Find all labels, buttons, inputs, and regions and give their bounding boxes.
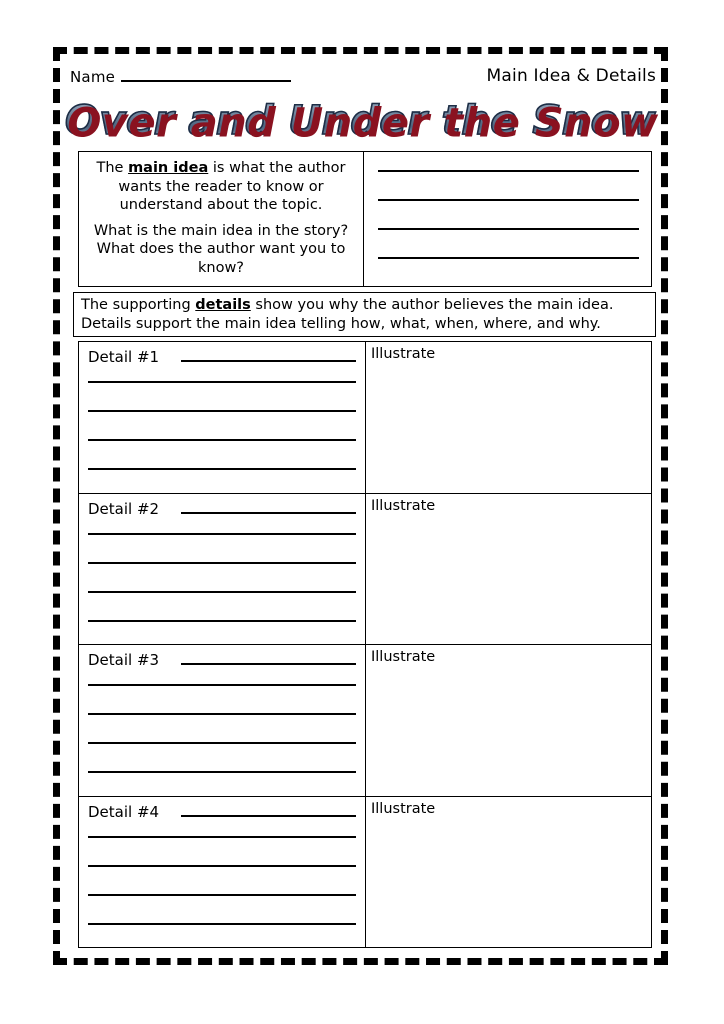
main-idea-answer-line[interactable] bbox=[378, 170, 639, 172]
main-idea-answer-line[interactable] bbox=[378, 257, 639, 259]
main-idea-answer-line[interactable] bbox=[378, 199, 639, 201]
name-input-blank[interactable] bbox=[121, 66, 291, 82]
detail-writing-line[interactable] bbox=[88, 439, 356, 441]
illustrate-cell[interactable] bbox=[366, 342, 651, 493]
book-title-text: Over and Under the Snow bbox=[64, 98, 657, 144]
worksheet-type-label: Main Idea & Details bbox=[486, 66, 656, 86]
illustrate-label: Illustrate bbox=[371, 497, 436, 514]
name-label: Name bbox=[70, 68, 116, 86]
illustrate-cell[interactable] bbox=[366, 645, 651, 796]
detail-writing-line[interactable] bbox=[88, 468, 356, 470]
detail-writing-line[interactable] bbox=[88, 713, 356, 715]
details-instruction-line-1 bbox=[81, 296, 649, 315]
detail-writing-line[interactable] bbox=[88, 836, 356, 838]
detail-writing-line[interactable] bbox=[88, 381, 356, 383]
detail-writing-line[interactable] bbox=[88, 620, 356, 622]
main-idea-answer-area bbox=[364, 152, 651, 286]
prompt1-before: The bbox=[96, 160, 129, 176]
detail-writing-line[interactable] bbox=[88, 533, 356, 535]
detail-writing-lines bbox=[88, 836, 356, 925]
details-line1-before: The supporting bbox=[81, 297, 196, 313]
name-field-group bbox=[70, 66, 291, 86]
detail-blank-input[interactable] bbox=[181, 349, 356, 362]
detail-entry-cell bbox=[79, 342, 366, 493]
details-instruction-line-2: Details support the main idea telling how, what, when, where, and why. bbox=[81, 316, 601, 332]
detail-writing-lines bbox=[88, 533, 356, 622]
detail-blank-input[interactable] bbox=[181, 501, 356, 514]
detail-label: Detail #4 bbox=[88, 802, 160, 821]
table-row bbox=[79, 342, 651, 494]
details-table bbox=[78, 341, 652, 948]
main-idea-box bbox=[78, 151, 652, 287]
detail-writing-line[interactable] bbox=[88, 684, 356, 686]
detail-entry-cell bbox=[79, 797, 366, 949]
details-instruction-band bbox=[73, 292, 656, 337]
detail-writing-line[interactable] bbox=[88, 562, 356, 564]
detail-label: Detail #2 bbox=[88, 499, 160, 518]
detail-writing-line[interactable] bbox=[88, 894, 356, 896]
main-idea-prompt-paragraph-1 bbox=[87, 159, 355, 215]
detail-writing-line[interactable] bbox=[88, 742, 356, 744]
main-idea-prompt bbox=[79, 152, 364, 286]
main-idea-answer-line[interactable] bbox=[378, 228, 639, 230]
illustrate-label: Illustrate bbox=[371, 649, 436, 665]
table-row bbox=[79, 645, 651, 797]
table-row bbox=[79, 494, 651, 646]
detail-writing-line[interactable] bbox=[88, 771, 356, 773]
detail-writing-line[interactable] bbox=[88, 865, 356, 867]
details-line1-after: show you why the author believes the main idea. bbox=[250, 297, 614, 313]
detail-heading bbox=[88, 348, 356, 370]
main-idea-prompt-paragraph-2: What is the main idea in the story? What does the author want you to know? bbox=[93, 222, 349, 276]
detail-writing-line[interactable] bbox=[88, 591, 356, 593]
detail-label: Detail #1 bbox=[88, 348, 160, 366]
illustrate-cell[interactable] bbox=[366, 797, 651, 949]
page-title bbox=[53, 98, 668, 146]
detail-heading bbox=[88, 803, 356, 825]
detail-blank-input[interactable] bbox=[181, 652, 356, 665]
prompt1-after: is what the author wants the reader to know or understand about the topic. bbox=[118, 160, 346, 213]
illustrate-label: Illustrate bbox=[371, 800, 436, 817]
details-bold-term: details bbox=[195, 297, 251, 313]
illustrate-label: Illustrate bbox=[371, 346, 436, 362]
detail-heading bbox=[88, 500, 356, 522]
detail-label: Detail #3 bbox=[88, 651, 160, 669]
illustrate-cell[interactable] bbox=[366, 494, 651, 645]
detail-entry-cell bbox=[79, 645, 366, 796]
main-idea-bold-term: main idea bbox=[128, 160, 209, 176]
detail-entry-cell bbox=[79, 494, 366, 645]
detail-writing-line[interactable] bbox=[88, 410, 356, 412]
detail-writing-lines bbox=[88, 381, 356, 470]
detail-blank-input[interactable] bbox=[181, 804, 356, 817]
header bbox=[70, 66, 656, 92]
detail-writing-line[interactable] bbox=[88, 923, 356, 925]
table-row bbox=[79, 797, 651, 949]
detail-writing-lines bbox=[88, 684, 356, 773]
detail-heading bbox=[88, 651, 356, 673]
